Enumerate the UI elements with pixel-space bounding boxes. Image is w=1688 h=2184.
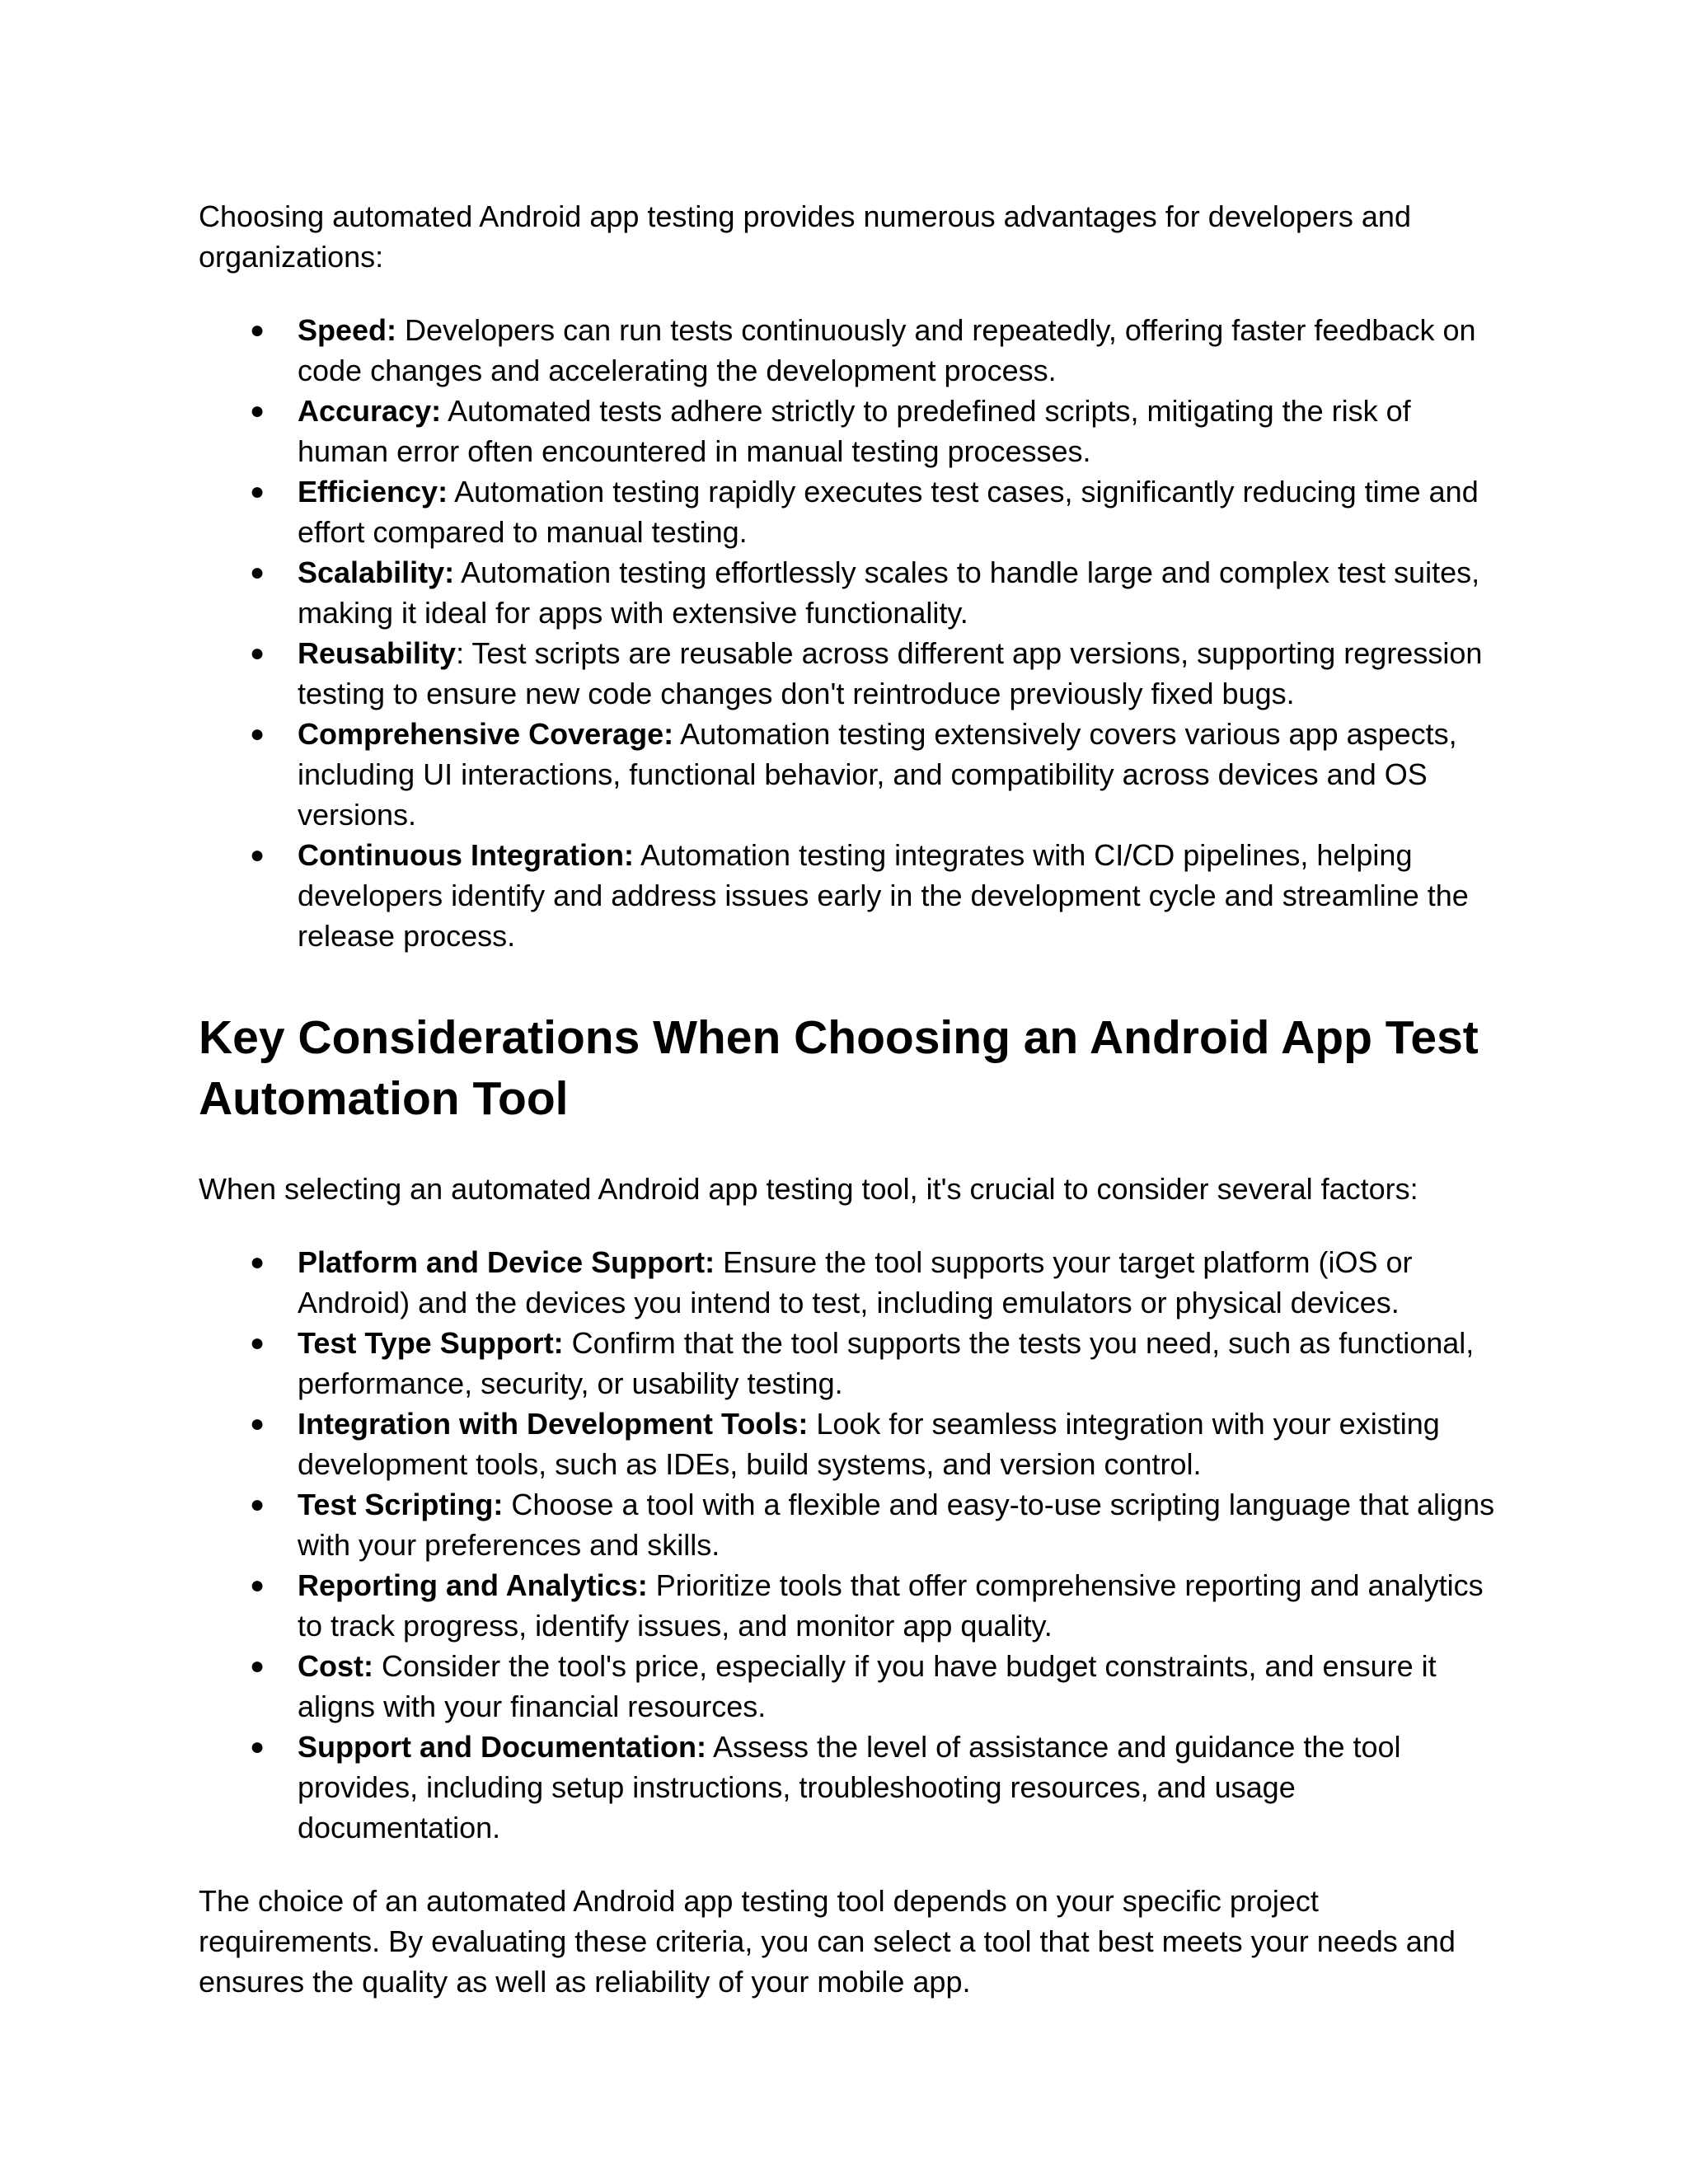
item-term: Continuous Integration:: [298, 838, 634, 872]
list-item: [199, 471, 1501, 552]
bullet-icon: ●: [250, 1491, 265, 1518]
bullet-icon: ●: [250, 478, 265, 505]
bullet-icon: ●: [250, 316, 265, 344]
list-item: [199, 1727, 1501, 1848]
item-text: Ensure the tool supports your target platform (iOS or Android) and the devices you intend to test, including emulators or physical devices.: [298, 1245, 1413, 1319]
bullet-icon: ●: [250, 1652, 265, 1680]
list-item: [199, 1484, 1501, 1565]
section-heading: Key Considerations When Choosing an Android App Test Automation Tool: [199, 1011, 1479, 1125]
advantages-list: [199, 310, 1501, 956]
item-text: Confirm that the tool supports the tests you need, such as functional, performance, security, or usability testing.: [298, 1326, 1475, 1400]
item-term: Efficiency:: [298, 475, 448, 509]
list-item: [199, 552, 1501, 633]
item-term: Scalability:: [298, 555, 455, 589]
list-item: [199, 835, 1501, 956]
item-text: Developers can run tests continuously and repeatedly, offering faster feedback on code changes and accelerating the development process.: [298, 313, 1476, 387]
item-term: Speed:: [298, 313, 397, 347]
item-term: Comprehensive Coverage:: [298, 717, 674, 751]
item-text: : Test scripts are reusable across different app versions, supporting regression testing to ensure new code changes don't reintroduce previously fixed bugs.: [298, 636, 1483, 710]
item-text: Automated tests adhere strictly to predefined scripts, mitigating the risk of human error often encountered in manual testing processes.: [298, 394, 1411, 468]
item-term: Reusability: [298, 636, 457, 670]
bullet-icon: ●: [250, 1249, 265, 1276]
item-text: Prioritize tools that offer comprehensive reporting and analytics to track progress, identify issues, and monitor app quality.: [298, 1568, 1484, 1643]
list-item: [199, 391, 1501, 471]
bullet-icon: ●: [250, 720, 265, 748]
bullet-icon: ●: [250, 1572, 265, 1599]
bullet-icon: ●: [250, 640, 265, 667]
list-item: [199, 1242, 1501, 1323]
item-text: Assess the level of assistance and guidance the tool provides, including setup instructions, troubleshooting resources, and usage documentation.: [298, 1730, 1401, 1844]
bullet-icon: ●: [250, 1410, 265, 1437]
item-term: Reporting and Analytics:: [298, 1568, 648, 1602]
item-term: Support and Documentation:: [298, 1730, 706, 1764]
item-term: Test Type Support:: [298, 1326, 564, 1360]
item-text: Automation testing effortlessly scales to handle large and complex test suites, making it ideal for apps with extensive functionality.: [298, 555, 1480, 630]
item-text: Choose a tool with a flexible and easy-to-use scripting language that aligns with your preferences and skills.: [298, 1488, 1495, 1562]
item-term: Accuracy:: [298, 394, 442, 428]
item-term: Test Scripting:: [298, 1488, 504, 1521]
list-item: [199, 310, 1501, 391]
item-text: Consider the tool's price, especially if you have budget constraints, and ensure it aligns with your financial resources.: [298, 1649, 1437, 1723]
document-page: [199, 196, 1501, 2002]
bullet-icon: ●: [250, 1733, 265, 1760]
bullet-icon: ●: [250, 397, 265, 424]
item-text: Automation testing extensively covers various app aspects, including UI interactions, functional behavior, and compatibility across devices and OS versions.: [298, 717, 1457, 832]
bullet-icon: ●: [250, 841, 265, 869]
list-item: [199, 633, 1501, 714]
list-item: [199, 714, 1501, 835]
item-text: Automation testing rapidly executes test cases, significantly reducing time and effort compared to manual testing.: [298, 475, 1479, 549]
intro-paragraph: Choosing automated Android app testing provides numerous advantages for developers and organizations:: [199, 199, 1411, 274]
list-item: [199, 1404, 1501, 1484]
item-text: Automation testing integrates with CI/CD pipelines, helping developers identify and address issues early in the development cycle and streamline the release process.: [298, 838, 1469, 953]
considerations-list: [199, 1242, 1501, 1848]
item-text: Look for seamless integration with your existing development tools, such as IDEs, build systems, and version control.: [298, 1407, 1440, 1481]
list-item: [199, 1323, 1501, 1404]
item-term: Cost:: [298, 1649, 373, 1683]
item-term: Integration with Development Tools:: [298, 1407, 809, 1441]
item-term: Platform and Device Support:: [298, 1245, 715, 1279]
list-item: [199, 1565, 1501, 1646]
bullet-icon: ●: [250, 559, 265, 586]
bullet-icon: ●: [250, 1329, 265, 1357]
closing-paragraph: The choice of an automated Android app testing tool depends on your specific project requirements. By evaluating these criteria, you can select a tool that best meets your needs and ensures the quality as well as reliability of your mobile app.: [199, 1884, 1456, 1999]
considerations-intro-paragraph: When selecting an automated Android app testing tool, it's crucial to consider several factors:: [199, 1172, 1418, 1206]
list-item: [199, 1646, 1501, 1727]
